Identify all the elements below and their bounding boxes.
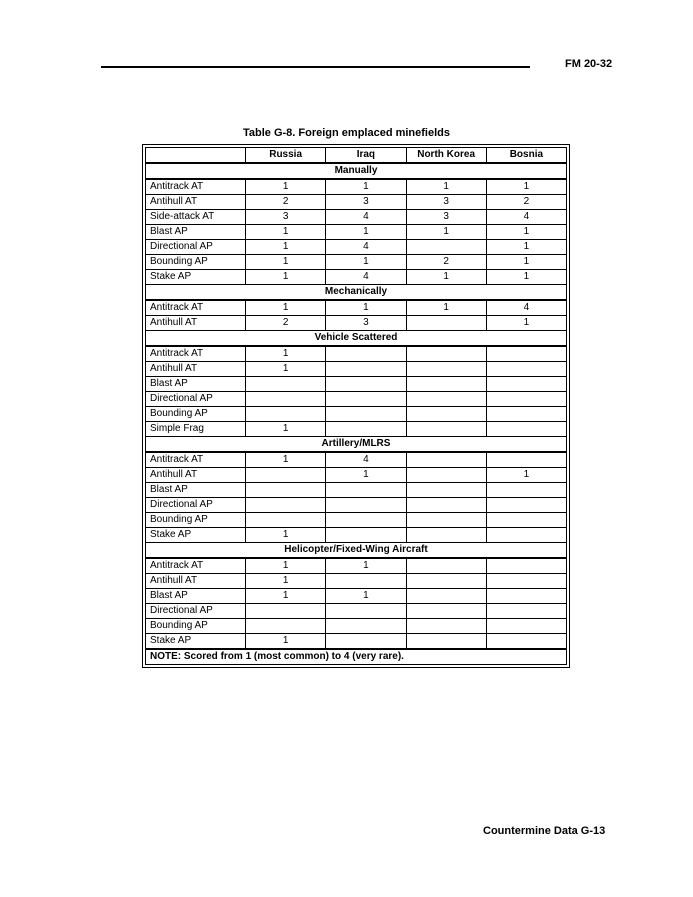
table-body	[146, 163, 567, 649]
score-cell	[486, 346, 566, 362]
row-label: Antihull AT	[146, 195, 246, 210]
score-cell: 1	[326, 468, 406, 483]
table-row	[146, 195, 567, 210]
table-row	[146, 498, 567, 513]
score-cell	[326, 407, 406, 422]
page-footer: Countermine Data G-13	[483, 825, 606, 837]
section-title: Artillery/MLRS	[146, 437, 567, 453]
score-cell: 4	[326, 210, 406, 225]
score-cell: 1	[246, 346, 326, 362]
score-cell	[406, 392, 486, 407]
score-cell: 4	[326, 270, 406, 285]
score-cell: 1	[326, 255, 406, 270]
table-row	[146, 604, 567, 619]
table-row	[146, 225, 567, 240]
score-cell	[406, 407, 486, 422]
row-label: Bounding AP	[146, 513, 246, 528]
score-cell	[406, 528, 486, 543]
score-cell: 1	[486, 179, 566, 195]
score-cell	[486, 392, 566, 407]
table-row	[146, 513, 567, 528]
score-cell	[326, 483, 406, 498]
row-label: Directional AP	[146, 498, 246, 513]
row-label: Antitrack AT	[146, 452, 246, 468]
score-cell	[406, 422, 486, 437]
table-row	[146, 574, 567, 589]
score-cell	[406, 574, 486, 589]
score-cell: 1	[326, 300, 406, 316]
score-cell	[406, 513, 486, 528]
score-cell: 2	[246, 195, 326, 210]
row-label: Directional AP	[146, 604, 246, 619]
score-cell: 1	[246, 179, 326, 195]
section-header-row	[146, 331, 567, 347]
row-label: Blast AP	[146, 377, 246, 392]
header-rule	[101, 66, 530, 68]
score-cell	[486, 422, 566, 437]
table-row	[146, 422, 567, 437]
score-cell	[406, 589, 486, 604]
table-row	[146, 255, 567, 270]
column-header	[146, 148, 246, 164]
score-cell: 1	[246, 558, 326, 574]
score-cell	[406, 634, 486, 650]
row-label: Antihull AT	[146, 468, 246, 483]
table-row	[146, 558, 567, 574]
score-cell	[246, 377, 326, 392]
section-header-row	[146, 285, 567, 301]
score-cell: 1	[406, 270, 486, 285]
score-cell	[486, 483, 566, 498]
score-cell	[486, 619, 566, 634]
table-row	[146, 179, 567, 195]
score-cell: 3	[326, 195, 406, 210]
score-cell	[326, 346, 406, 362]
score-cell: 1	[326, 225, 406, 240]
score-cell	[406, 468, 486, 483]
row-label: Blast AP	[146, 225, 246, 240]
score-cell: 1	[406, 300, 486, 316]
score-cell: 3	[246, 210, 326, 225]
column-header: Iraq	[326, 148, 406, 164]
score-cell	[326, 634, 406, 650]
table-row	[146, 300, 567, 316]
score-cell: 1	[246, 270, 326, 285]
score-cell	[406, 498, 486, 513]
score-cell	[486, 362, 566, 377]
score-cell: 1	[246, 225, 326, 240]
table-title: Table G-8. Foreign emplaced minefields	[242, 127, 450, 139]
score-cell: 3	[326, 316, 406, 331]
score-cell	[326, 574, 406, 589]
score-cell	[406, 483, 486, 498]
score-cell: 1	[486, 468, 566, 483]
table-row	[146, 270, 567, 285]
row-label: Bounding AP	[146, 619, 246, 634]
row-label: Antihull AT	[146, 362, 246, 377]
row-label: Blast AP	[146, 483, 246, 498]
score-cell	[326, 422, 406, 437]
score-cell	[486, 558, 566, 574]
header-code: FM 20-32	[565, 58, 613, 70]
score-cell	[406, 452, 486, 468]
minefields-table	[145, 147, 567, 665]
row-label: Directional AP	[146, 392, 246, 407]
score-cell: 1	[326, 179, 406, 195]
section-header-row	[146, 543, 567, 559]
table-row	[146, 346, 567, 362]
score-cell: 4	[326, 240, 406, 255]
score-cell: 1	[246, 422, 326, 437]
row-label: Bounding AP	[146, 407, 246, 422]
section-title: Mechanically	[146, 285, 567, 301]
score-cell: 4	[326, 452, 406, 468]
score-cell	[486, 452, 566, 468]
score-cell	[486, 604, 566, 619]
score-cell	[486, 513, 566, 528]
score-cell	[486, 498, 566, 513]
row-label: Blast AP	[146, 589, 246, 604]
score-cell	[326, 604, 406, 619]
table-row	[146, 468, 567, 483]
score-cell	[246, 483, 326, 498]
score-cell	[486, 377, 566, 392]
score-cell	[406, 346, 486, 362]
score-cell: 1	[246, 362, 326, 377]
table-note-row	[146, 649, 567, 665]
score-cell	[326, 528, 406, 543]
score-cell: 1	[406, 179, 486, 195]
score-cell	[406, 362, 486, 377]
score-cell: 1	[486, 240, 566, 255]
score-cell: 1	[246, 452, 326, 468]
table-row	[146, 377, 567, 392]
score-cell	[486, 634, 566, 650]
score-cell	[406, 558, 486, 574]
row-label: Simple Frag	[146, 422, 246, 437]
score-cell	[406, 240, 486, 255]
section-header-row	[146, 437, 567, 453]
score-cell	[326, 392, 406, 407]
table-row	[146, 634, 567, 650]
score-cell: 1	[486, 316, 566, 331]
score-cell: 1	[246, 589, 326, 604]
table-row	[146, 528, 567, 543]
score-cell	[406, 377, 486, 392]
row-label: Stake AP	[146, 634, 246, 650]
score-cell: 1	[246, 240, 326, 255]
score-cell	[486, 407, 566, 422]
score-cell	[326, 498, 406, 513]
score-cell: 2	[406, 255, 486, 270]
score-cell: 1	[486, 270, 566, 285]
table-row	[146, 362, 567, 377]
row-label: Antihull AT	[146, 316, 246, 331]
row-label: Stake AP	[146, 528, 246, 543]
score-cell: 4	[486, 210, 566, 225]
score-cell	[326, 513, 406, 528]
table-row	[146, 619, 567, 634]
score-cell: 1	[246, 255, 326, 270]
score-cell: 3	[406, 210, 486, 225]
row-label: Antitrack AT	[146, 346, 246, 362]
column-header: Bosnia	[486, 148, 566, 164]
row-label: Antitrack AT	[146, 558, 246, 574]
section-title: Vehicle Scattered	[146, 331, 567, 347]
column-header: North Korea	[406, 148, 486, 164]
row-label: Directional AP	[146, 240, 246, 255]
score-cell: 1	[486, 255, 566, 270]
score-cell: 2	[486, 195, 566, 210]
row-label: Bounding AP	[146, 255, 246, 270]
row-label: Stake AP	[146, 270, 246, 285]
score-cell	[246, 619, 326, 634]
score-cell	[246, 513, 326, 528]
score-cell: 1	[406, 225, 486, 240]
score-cell	[486, 528, 566, 543]
row-label: Antitrack AT	[146, 179, 246, 195]
table-header-row	[146, 148, 567, 164]
score-cell: 1	[326, 589, 406, 604]
score-cell: 1	[246, 634, 326, 650]
table-row	[146, 316, 567, 331]
score-cell	[406, 316, 486, 331]
score-cell	[406, 619, 486, 634]
section-title: Manually	[146, 163, 567, 179]
score-cell: 1	[486, 225, 566, 240]
row-label: Antihull AT	[146, 574, 246, 589]
table-row	[146, 210, 567, 225]
score-cell	[246, 407, 326, 422]
score-cell: 4	[486, 300, 566, 316]
score-cell: 3	[406, 195, 486, 210]
score-cell	[326, 377, 406, 392]
table-row	[146, 392, 567, 407]
minefields-table-frame	[142, 144, 570, 668]
score-cell: 1	[246, 300, 326, 316]
table-row	[146, 483, 567, 498]
score-cell	[246, 498, 326, 513]
score-cell	[246, 604, 326, 619]
column-header: Russia	[246, 148, 326, 164]
section-header-row	[146, 163, 567, 179]
score-cell: 2	[246, 316, 326, 331]
row-label: Antitrack AT	[146, 300, 246, 316]
section-title: Helicopter/Fixed-Wing Aircraft	[146, 543, 567, 559]
score-cell	[406, 604, 486, 619]
table-row	[146, 589, 567, 604]
score-cell	[326, 619, 406, 634]
table-row	[146, 452, 567, 468]
row-label: Side-attack AT	[146, 210, 246, 225]
score-cell	[326, 362, 406, 377]
score-cell	[246, 468, 326, 483]
score-cell: 1	[326, 558, 406, 574]
score-cell: 1	[246, 574, 326, 589]
score-cell: 1	[246, 528, 326, 543]
score-cell	[486, 574, 566, 589]
score-cell	[246, 392, 326, 407]
table-note: NOTE: Scored from 1 (most common) to 4 (very rare).	[146, 649, 567, 665]
table-row	[146, 240, 567, 255]
table-row	[146, 407, 567, 422]
score-cell	[486, 589, 566, 604]
